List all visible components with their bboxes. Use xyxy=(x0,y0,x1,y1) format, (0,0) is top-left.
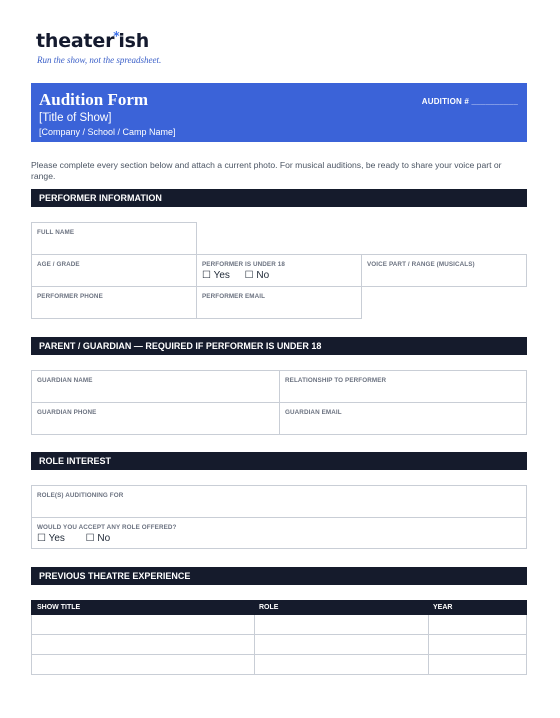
under-18-label: PERFORMER IS UNDER 18 xyxy=(202,261,285,268)
table-divider xyxy=(254,655,255,674)
logo-star-icon: * xyxy=(113,29,120,43)
performer-email-label: PERFORMER EMAIL xyxy=(202,293,266,300)
performer-phone-field[interactable] xyxy=(31,286,197,319)
full-name-field[interactable] xyxy=(31,222,197,255)
experience-table-header xyxy=(31,600,527,615)
guardian-email-label: GUARDIAN EMAIL xyxy=(285,409,342,416)
roles-auditioning-field[interactable] xyxy=(31,485,527,518)
under-18-field xyxy=(196,254,362,287)
table-divider xyxy=(428,655,429,674)
table-row[interactable] xyxy=(31,615,527,635)
accept-any-role-field xyxy=(31,517,527,549)
relationship-label: RELATIONSHIP TO PERFORMER xyxy=(285,377,387,384)
table-row[interactable] xyxy=(31,655,527,675)
under-18-yes-checkbox[interactable]: ☐ Yes xyxy=(202,270,230,281)
experience-section-heading: PREVIOUS THEATRE EXPERIENCE xyxy=(31,567,527,585)
voice-part-label: VOICE PART / RANGE (MUSICALS) xyxy=(367,261,475,268)
roles-auditioning-label: ROLE(S) AUDITIONING FOR xyxy=(37,492,124,499)
intro-text: Please complete every section below and attach a current photo. For musical auditions, be ready to share your voice part or range. xyxy=(31,160,502,181)
guardian-phone-label: GUARDIAN PHONE xyxy=(37,409,97,416)
company-name-field[interactable]: [Company / School / Camp Name] xyxy=(39,127,176,137)
logo-text-left: theater xyxy=(36,30,115,52)
performer-email-field[interactable] xyxy=(196,286,362,319)
guardian-phone-field[interactable] xyxy=(31,402,280,435)
col-year: YEAR xyxy=(433,604,453,611)
table-divider xyxy=(428,615,429,634)
table-divider xyxy=(254,635,255,654)
guardian-name-label: GUARDIAN NAME xyxy=(37,377,93,384)
logo-text-right: ish xyxy=(118,30,150,52)
accept-role-no-checkbox[interactable]: ☐ No xyxy=(85,533,111,544)
audition-number-field[interactable]: AUDITION # __________ xyxy=(421,97,518,106)
table-divider xyxy=(428,635,429,654)
theaterish-logo xyxy=(36,29,149,52)
age-grade-label: AGE / GRADE xyxy=(37,261,80,268)
age-grade-field[interactable] xyxy=(31,254,197,287)
under-18-no-checkbox[interactable]: ☐ No xyxy=(244,270,270,281)
guardian-section-heading: PARENT / GUARDIAN — REQUIRED IF PERFORMER IS UNDER 18 xyxy=(31,337,527,355)
guardian-email-field[interactable] xyxy=(279,402,527,435)
tagline: Run the show, not the spreadsheet. xyxy=(37,55,162,65)
show-title-field[interactable]: [Title of Show] xyxy=(39,112,112,124)
voice-part-field[interactable] xyxy=(361,254,527,287)
relationship-field[interactable] xyxy=(279,370,527,403)
table-divider xyxy=(254,615,255,634)
col-role: ROLE xyxy=(259,604,279,611)
form-header-banner xyxy=(31,83,527,142)
performer-section-heading: PERFORMER INFORMATION xyxy=(31,189,527,207)
col-show-title: SHOW TITLE xyxy=(37,604,81,611)
form-title: Audition Form xyxy=(39,90,149,109)
accept-role-yes-checkbox[interactable]: ☐ Yes xyxy=(37,533,65,544)
performer-phone-label: PERFORMER PHONE xyxy=(37,293,103,300)
guardian-name-field[interactable] xyxy=(31,370,280,403)
full-name-label: FULL NAME xyxy=(37,229,75,236)
accept-any-role-label: WOULD YOU ACCEPT ANY ROLE OFFERED? xyxy=(37,524,177,531)
table-row[interactable] xyxy=(31,635,527,655)
role-section-heading: ROLE INTEREST xyxy=(31,452,527,470)
